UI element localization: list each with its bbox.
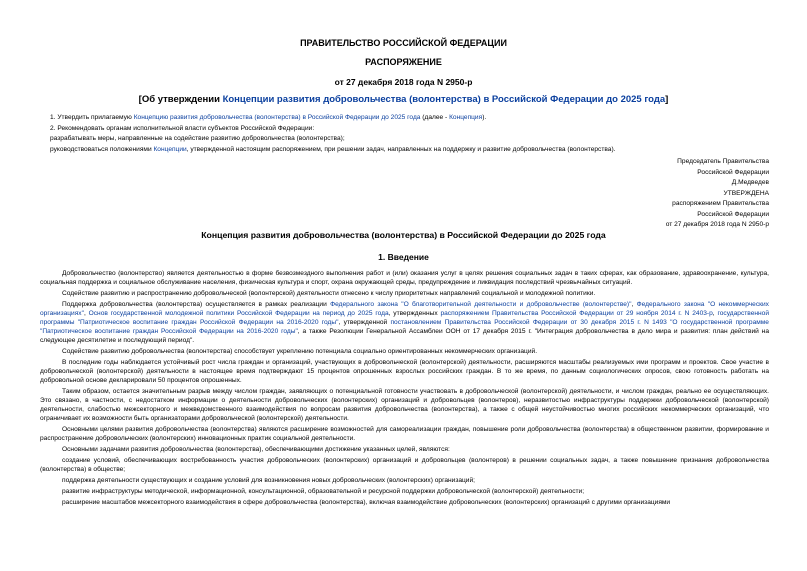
signature-line: Председатель Правительства <box>677 158 769 165</box>
law-link[interactable]: Федерального закона "О некоммерческих организациях" <box>40 301 769 317</box>
concept-title: Концепция развития добровольчества (волонтерства) в Российской Федерации до 2025 года <box>201 230 606 240</box>
order-item-2b: руководствоваться положениями Концепции, утвержденной настоящим распоряжением, при решении задач, направленных на поддержку и развитие добровольчества (волонтерства). <box>50 145 616 153</box>
paragraph: расширение масштабов межсекторного взаимодействия в сфере добровольчества (волонтерства), включая взаимодействие добровольческих (волонтерских) организаций с другими организациями <box>62 499 671 506</box>
paragraph: развитие инфраструктуры методической, информационной, консультационной, образовательной и ресурсной поддержки добровольческой (волонтерской) деятельности; <box>62 488 585 495</box>
order-item-1: 1. Утвердить прилагаемую Концепцию развития добровольчества (волонтерства) в Российской Федерации до 2025 года (далее - Концепция). <box>50 114 487 121</box>
document-title: [Об утверждении Концепции развития добровольчества (волонтерства) в Российской Федерации до 2025 года] <box>138 94 669 105</box>
section-heading: 1. Введение <box>378 252 429 262</box>
resolution-link[interactable]: постановлением Правительства Российской Федерации от 30 декабря 2015 г. N 1493 "О государственной программе "Патриотическое воспитание граждан Российской Федерации на 2016-2020 годы" <box>40 319 769 335</box>
concept-ref-link[interactable]: Концепции <box>153 145 187 153</box>
decree-link[interactable]: распоряжением Правительства Российской Федерации от 29 ноября 2014 г. N 2403-р <box>440 310 713 317</box>
paragraph: создание условий, обеспечивающих востребованность участия добровольческих (волонтерских) организаций и добровольцев (волонтеров) в решении социальных задач, а также повышение признания добровольчества (волонтерства) в обществе; <box>40 457 769 473</box>
paragraph: Таким образом, остается значительным разрыв между числом граждан, заявляющих о потенциальной готовности участвовать в добровольческой (волонтерской) деятельности, и числом граждан, реально ее осуществляющих. Это связано, в частности, с недостатком информации о деятельности добровольческих (волонтерских) организаций и добровольцев (волонтеров), неразвитостью инфраструктуры поддержки добровольческой (волонтерской) деятельности, слабостью межсекторного и межведомственного взаимодействия по вопросам развития добровольчества (волонтерства), а также с общей неустойчивостью многих российских некоммерческих организаций, что ограничивает их возможности быть организаторами добровольческой (волонтерской) деятельности. <box>40 388 769 422</box>
law-link[interactable]: Федерального закона "О благотворительной деятельности и добровольчестве (волонтерстве)" <box>330 301 632 308</box>
paragraph: Содействие развитию добровольчества (волонтерства) способствует укреплению потенциала социально ориентированных некоммерческих организаций. <box>62 348 538 355</box>
approval-line: Российской Федерации <box>697 210 769 218</box>
order-items <box>50 113 770 155</box>
order-item-2: 2. Рекомендовать органам исполнительной власти субъектов Российской Федерации: <box>50 124 315 132</box>
paragraph: Поддержка добровольчества (волонтерства) осуществляется в рамках реализации Федерального закона "О благотворительной деятельности и добровольчестве (волонтерстве)", Федерального закона "О некоммерческих организациях", Основ государственной молодежной политики Российской Федерации на период до 2025 года, утвержденных распоряжением Правительства Российской Федерации от 29 ноября 2014 г. N 2403-р, государственной программы "Патриотическое воспитание граждан Российской Федерации на 2016-2020 годы", утвержденной постановлением Правительства Российской Федерации от 30 декабря 2015 г. N 1493 "О государственной программе "Патриотическое воспитание граждан Российской Федерации на 2016-2020 годы", а также Резолюции Генеральной Ассамблеи ООН от 17 декабря 2015 г. "Интеграция добровольчества в дело мира и развития: план действий на следующее десятилетие и последующий период". <box>40 301 769 344</box>
approval-stamp: УТВЕРЖДЕНА <box>723 189 769 197</box>
approval-line: распоряжением Правительства <box>672 200 769 207</box>
concept-link[interactable]: Концепцию развития добровольчества (волонтерства) в Российской Федерации до 2025 года <box>133 114 421 121</box>
paragraph: Добровольчество (волонтерство) является деятельностью в форме безвозмездного выполнения работ и (или) оказания услуг в целях решения социальных задач в таких сферах, как образование, здравоохранение, культура, социальная поддержка и социальное обслуживание населения, физическая культура и спорт, охрана окружающей среды, предупреждение и ликвидация последствий чрезвычайных ситуаций. <box>40 270 769 286</box>
policy-link[interactable]: Основ государственной молодежной политики Российской Федерации на период до 2025 года <box>88 310 389 317</box>
paragraph: Основными целями развития добровольчества (волонтерства) являются расширение возможностей для самореализации граждан, повышение роли добровольчества (волонтерства) в общественном развитии, формирование и распространение добровольческих (волонтерских) инновационных практик социальной деятельности. <box>40 426 769 442</box>
document-date-number: от 27 декабря 2018 года N 2950-р <box>334 77 473 87</box>
signature-block <box>666 157 769 231</box>
concept-body <box>40 269 769 509</box>
concept-title-link[interactable]: Концепции развития добровольчества (волонтерства) в Российской Федерации до 2025 года <box>222 94 666 105</box>
order-item-2a: разрабатывать меры, направленные на содействие развитию добровольчества (волонтерства); <box>50 135 345 142</box>
paragraph: поддержка деятельности существующих и создание условий для возникновения новых добровольческих (волонтерских) организаций; <box>62 477 476 484</box>
paragraph: Содействие развитию и распространению добровольческой (волонтерской) деятельности отнесено к числу приоритетных направлений социальной и молодежной политики. <box>62 290 596 297</box>
document-type: РАСПОРЯЖЕНИЕ <box>365 57 442 67</box>
approval-date: от 27 декабря 2018 года N 2950-р <box>665 221 769 228</box>
government-heading: ПРАВИТЕЛЬСТВО РОССИЙСКОЙ ФЕДЕРАЦИИ <box>300 38 507 48</box>
signature-name: Д.Медведев <box>731 179 769 186</box>
concept-short-link[interactable]: Концепция <box>449 114 483 121</box>
paragraph: В последние годы наблюдается устойчивый рост числа граждан и организаций, участвующих в добровольческой (волонтерской) деятельности, расширяются масштабы реализуемых ими программ и проектов. Свое участие в добровольческой (волонтерской) деятельности в настоящее время подтверждают 15 процентов опрошенных взрослых российских граждан. В то же время, по данным социологических опросов, свою готовность работать на добровольной основе декларировали 50 процентов опрошенных. <box>40 359 769 384</box>
signature-line: Российской Федерации <box>697 168 769 176</box>
paragraph: Основными задачами развития добровольчества (волонтерства), обеспечивающими достижение указанных целей, являются: <box>62 446 450 453</box>
program-link[interactable]: государственной программы "Патриотическое воспитание граждан Российской Федерации на 2016-2020 годы" <box>40 310 769 326</box>
